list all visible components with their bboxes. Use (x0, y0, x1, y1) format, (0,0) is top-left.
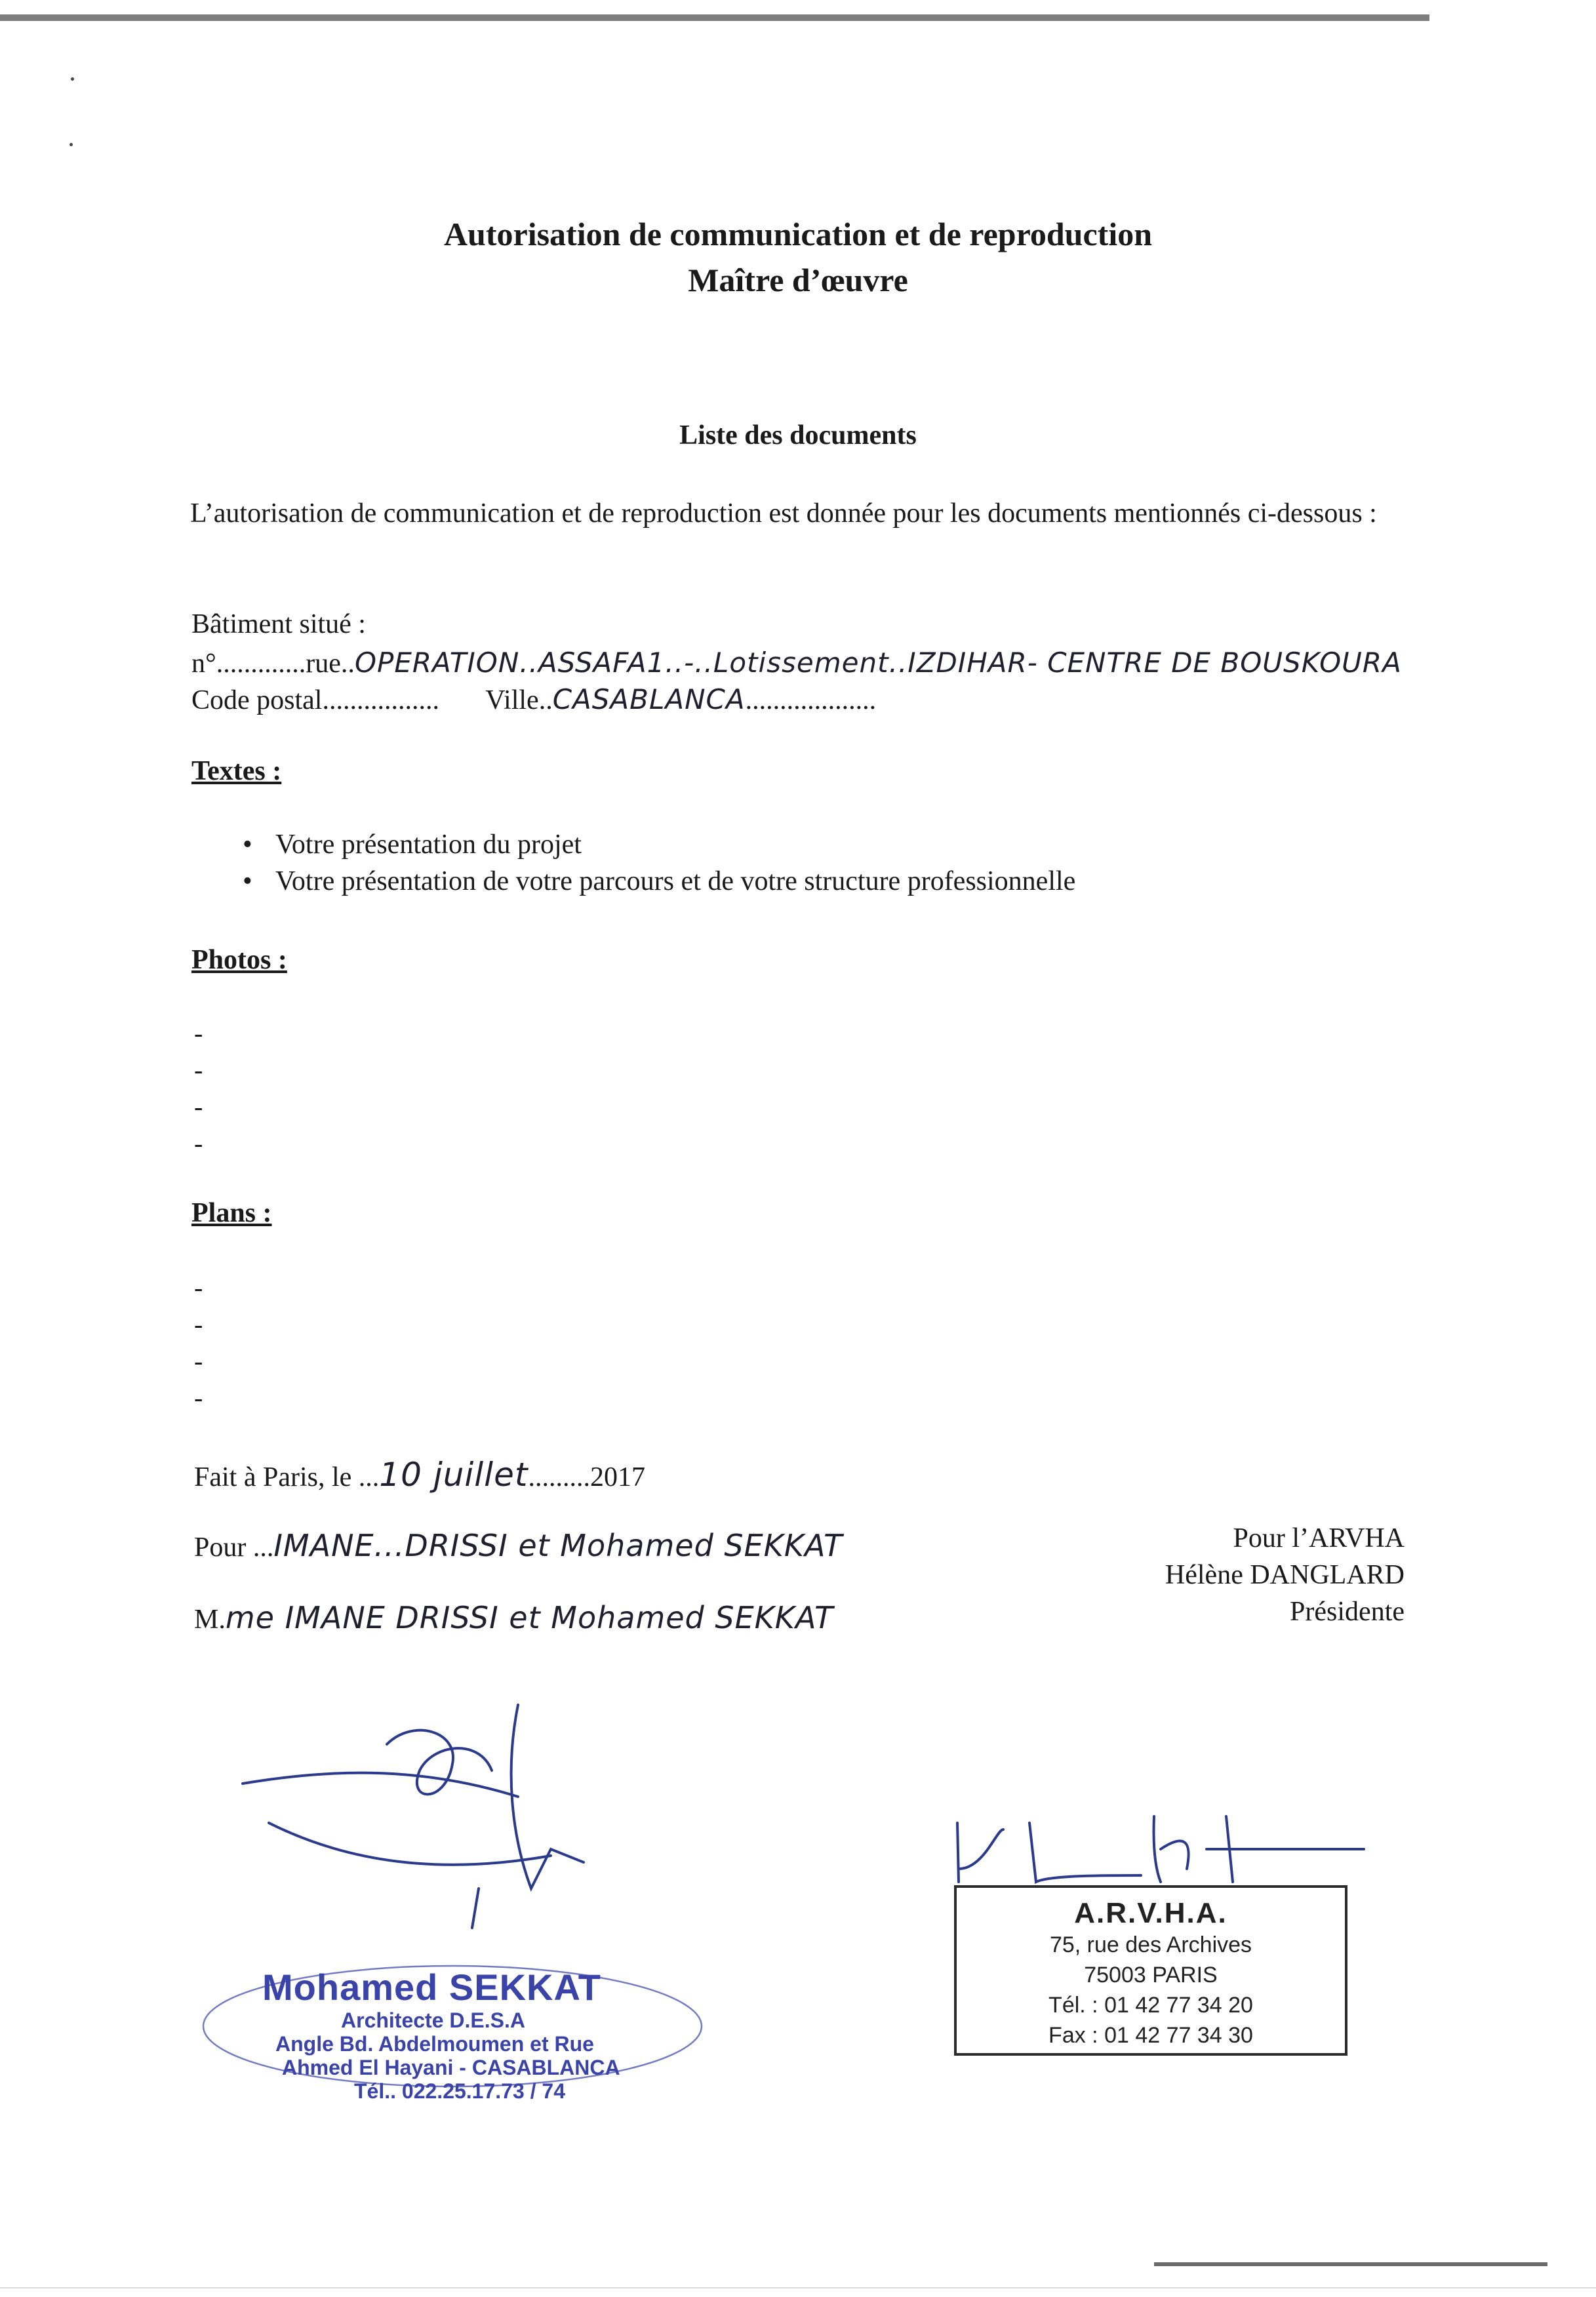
right-signatory (1077, 1520, 1405, 1630)
number-street-label: n°.............rue.. (191, 649, 355, 679)
stamp-arvha-fax: Fax : 01 42 77 34 30 (1048, 2023, 1253, 2048)
pour-handwritten: IMANE...DRISSI et Mohamed SEKKAT (273, 1528, 843, 1563)
list-item: - (194, 1055, 203, 1085)
stamp-arvha-address1: 75, rue des Archives (1049, 1932, 1252, 1957)
stamp-sekkat-title: Architecte D.E.S.A (341, 2008, 525, 2032)
list-item: - (194, 1383, 203, 1412)
street-handwritten: OPERATION..ASSAFA1..-..Lotissement..IZDIHAR- CENTRE DE BOUSKOURA (354, 647, 1402, 679)
stamp-arvha-phone: Tél. : 01 42 77 34 20 (1048, 1993, 1253, 2018)
stamp-arvha-address2: 75003 PARIS (1084, 1963, 1218, 1987)
bullet-icon: • (243, 829, 252, 860)
scan-speck (70, 143, 73, 146)
mme-prefix: M. (194, 1605, 226, 1635)
list-item: - (194, 1018, 203, 1048)
sekkat-stamp-oval-image (197, 1961, 708, 2092)
stamp-sekkat-phone: Tél.. 022.25.17.73 / 74 (354, 2079, 566, 2103)
list-item: - (194, 1092, 203, 1121)
mme-line (194, 1600, 833, 1635)
list-item: - (194, 1129, 203, 1158)
document-subtitle: Maître d’œuvre (688, 262, 908, 298)
scan-speck (71, 77, 74, 81)
batiment-label: Bâtiment situé : (191, 609, 366, 639)
pour-line (194, 1528, 843, 1563)
section-plans: Plans : (191, 1198, 272, 1228)
document-title: Autorisation de communication et de reproduction (443, 216, 1153, 252)
ville-dots: ................... (745, 685, 877, 715)
stamp-arvha-name: A.R.V.H.A. (1074, 1897, 1227, 1929)
right-sig-line3: Présidente (1290, 1597, 1405, 1627)
list-item: • Votre présentation de votre parcours et de votre structure professionnelle (243, 866, 1076, 896)
arvha-stamp (954, 1885, 1347, 2056)
scan-edge-top (0, 14, 1429, 21)
postal-line (191, 683, 876, 716)
ville-handwritten: CASABLANCA (552, 683, 746, 715)
ville-label: Ville.. (485, 685, 553, 715)
list-item: - (194, 1346, 203, 1376)
date-handwritten: 10 juillet (379, 1456, 529, 1494)
list-item: - (194, 1309, 203, 1339)
fait-prefix: Fait à Paris, le ... (194, 1462, 380, 1492)
bullet-icon: • (243, 866, 252, 896)
intro-paragraph: L’autorisation de communication et de reproduction est donnée pour les documents mentionnés ci-dessous : (190, 498, 1377, 529)
signature-danglard-image (944, 1810, 1377, 1888)
mme-handwritten: me IMANE DRISSI et Mohamed SEKKAT (225, 1600, 834, 1635)
right-sig-line1: Pour l’ARVHA (1233, 1523, 1405, 1553)
scan-edge-bottom-line (0, 2287, 1596, 2288)
signature-sekkat-image (243, 1692, 610, 1928)
stamp-sekkat-address1: Angle Bd. Abdelmoumen et Rue (275, 2032, 594, 2056)
fait-year: .........2017 (528, 1462, 645, 1492)
stamp-sekkat-name: Mohamed SEKKAT (262, 1967, 601, 2008)
address-line (191, 647, 1402, 679)
postal-code-label: Code postal................. (191, 685, 439, 715)
stamp-sekkat-address2: Ahmed El Hayani - CASABLANCA (282, 2056, 620, 2079)
pour-prefix: Pour ... (194, 1532, 274, 1563)
section-textes: Textes : (191, 756, 282, 786)
section-photos: Photos : (191, 945, 287, 975)
fait-line (194, 1456, 645, 1494)
list-title: Liste des documents (679, 420, 917, 450)
scan-edge-bottom (1154, 2262, 1547, 2266)
right-sig-line2: Hélène DANGLARD (1165, 1560, 1405, 1590)
list-item: • Votre présentation du projet (243, 829, 582, 860)
list-item: - (194, 1273, 203, 1302)
